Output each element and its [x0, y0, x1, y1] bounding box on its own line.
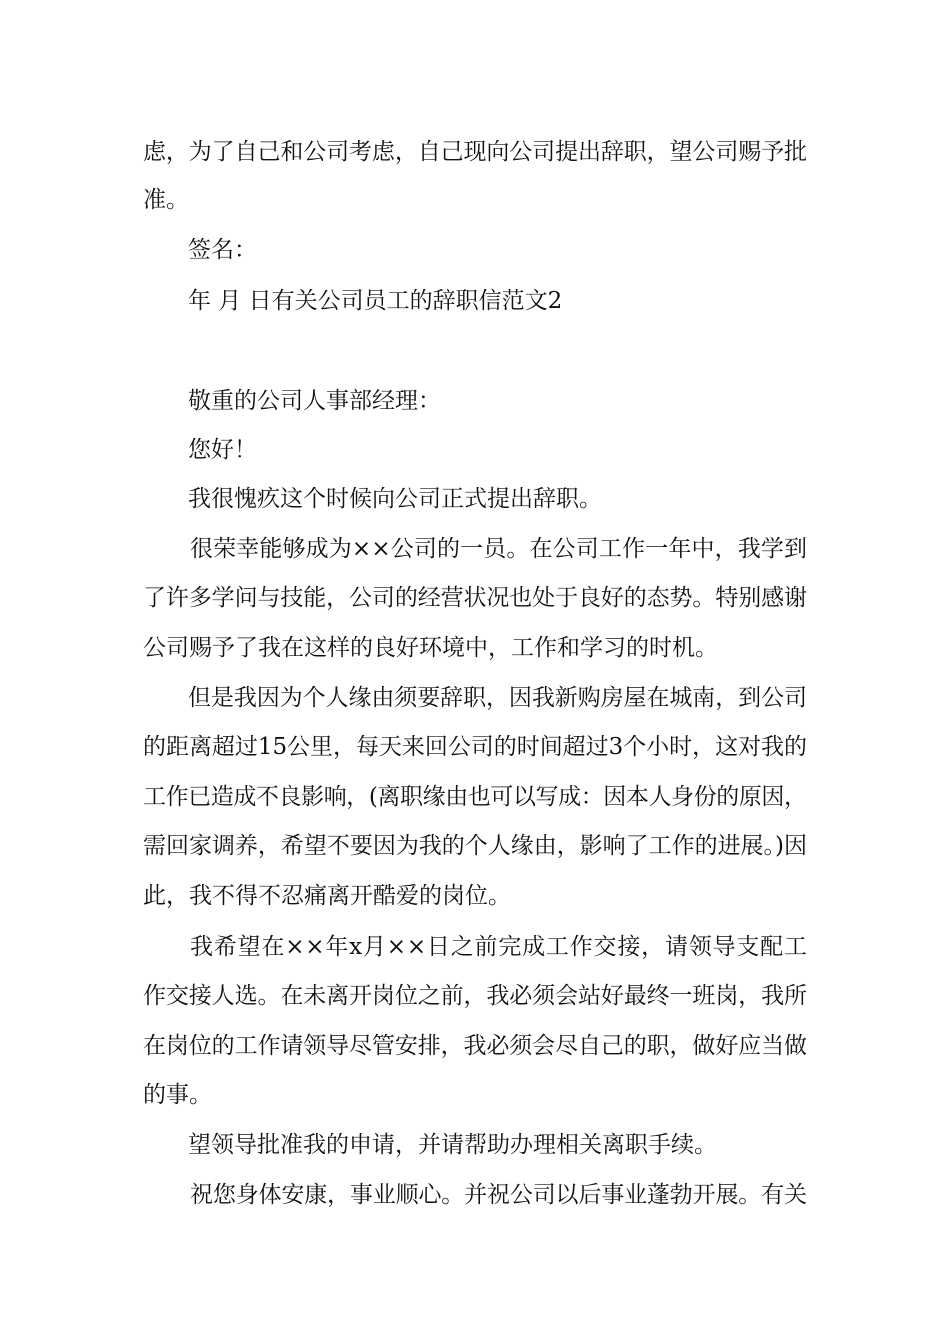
body-line-2: 准。 [143, 187, 189, 213]
salutation: 敬重的公司人事部经理： [188, 388, 441, 414]
paragraph-2-line-4: 需回家调养，希望不要因为我的个人缘由，影响了工作的进展。)因 [143, 833, 807, 859]
date-and-heading-line: 年 月 日有关公司员工的辞职信范文2 [188, 288, 563, 314]
paragraph-2-line-3: 工作已造成不良影响，(离职缘由也可以写成：因本人身份的原因， [143, 784, 807, 810]
paragraph-5-line-1: 祝您身体安康，事业顺心。并祝公司以后事业蓬勃开展。有关 [190, 1182, 807, 1208]
paragraph-2-line-1: 但是我因为个人缘由须要辞职，因我新购房屋在城南，到公司 [188, 685, 807, 711]
greeting: 您好！ [188, 437, 257, 463]
paragraph-3-line-2: 作交接人选。在未离开岗位之前，我必须会站好最终一班岗，我所 [143, 983, 807, 1009]
paragraph-1-line-3: 公司赐予了我在这样的良好环境中，工作和学习的时机。 [143, 635, 718, 661]
opening-paragraph: 我很愧疚这个时候向公司正式提出辞职。 [188, 486, 602, 512]
paragraph-1-line-1: 很荣幸能够成为××公司的一员。在公司工作一年中，我学到 [190, 536, 808, 562]
paragraph-3-line-4: 的事。 [143, 1082, 212, 1108]
paragraph-2-line-2: 的距离超过15公里，每天来回公司的时间超过3个小时，这对我的 [143, 734, 807, 760]
paragraph-2-line-5: 此，我不得不忍痛离开酷爱的岗位。 [143, 883, 511, 909]
signature-label: 签名： [188, 237, 257, 263]
paragraph-3-line-1: 我希望在××年x月××日之前完成工作交接，请领导支配工 [190, 934, 808, 960]
paragraph-3-line-3: 在岗位的工作请领导尽管安排，我必须会尽自己的职，做好应当做 [143, 1033, 807, 1059]
paragraph-1-line-2: 了许多学问与技能，公司的经营状况也处于良好的态势。特别感谢 [143, 585, 807, 611]
paragraph-4: 望领导批准我的申请，并请帮助办理相关离职手续。 [188, 1132, 717, 1158]
body-line-1: 虑，为了自己和公司考虑，自己现向公司提出辞职，望公司赐予批 [143, 139, 807, 165]
